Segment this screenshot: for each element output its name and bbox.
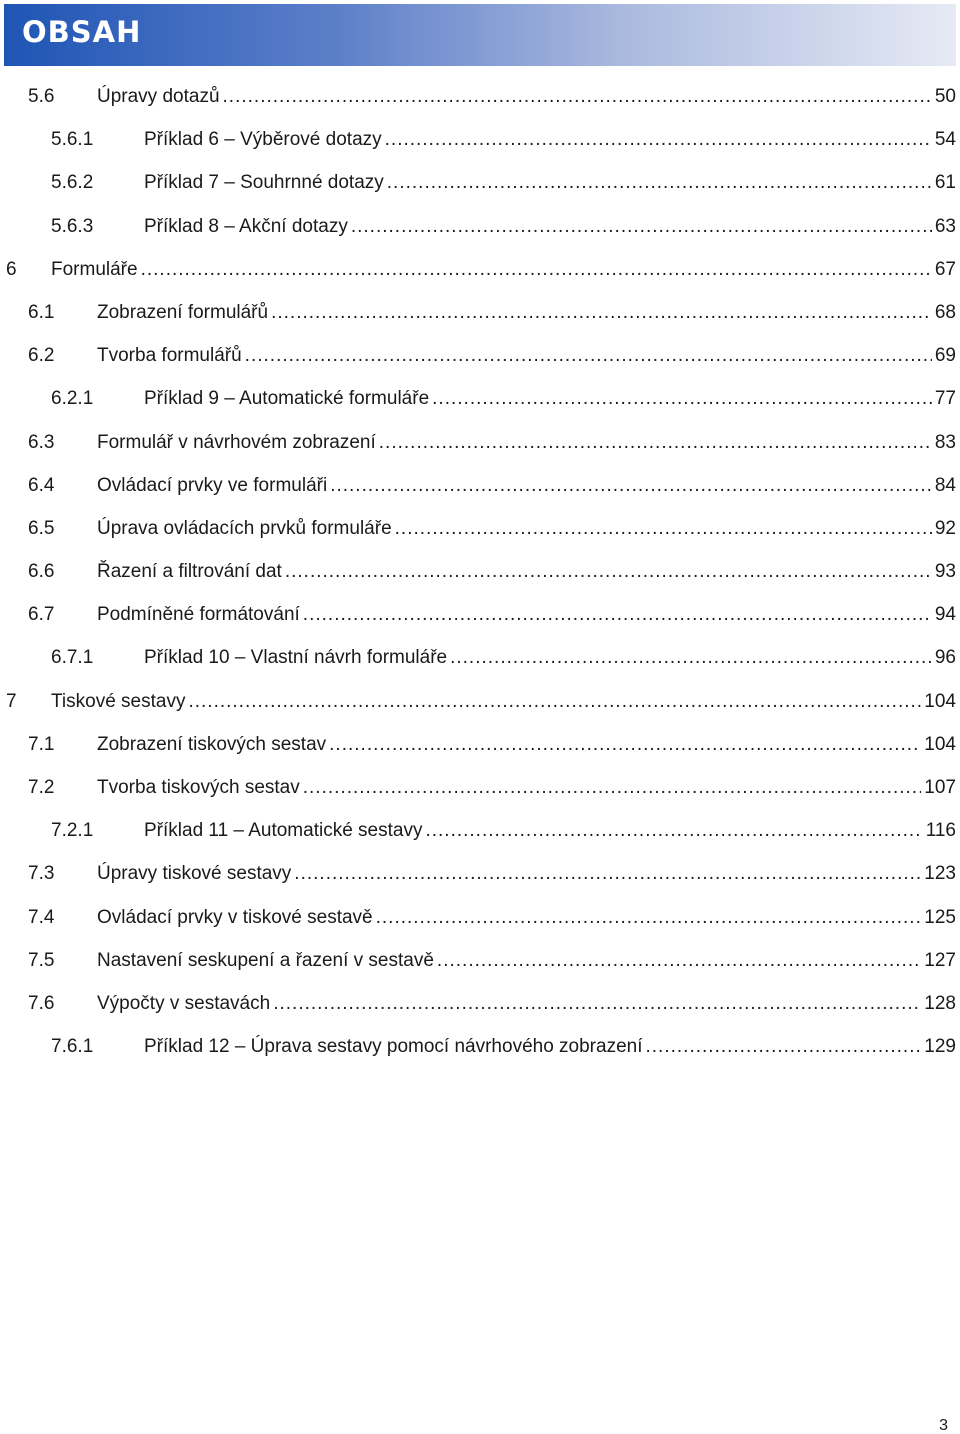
toc-dot-leader xyxy=(379,421,932,464)
toc-entry[interactable] xyxy=(0,291,960,334)
toc-entry[interactable] xyxy=(0,766,960,809)
toc-entry-page: 63 xyxy=(934,215,956,237)
toc-entry-page: 104 xyxy=(924,733,956,755)
toc-entry-number: 5.6.2 xyxy=(51,172,94,194)
toc-entry-title: Podmíněné formátování xyxy=(97,604,300,626)
toc-entry-number: 5.6.3 xyxy=(51,215,94,237)
toc-entry-number: 7.2 xyxy=(28,777,55,798)
toc-entry-page: 128 xyxy=(924,992,956,1014)
toc-entry-number: 6.5 xyxy=(28,517,55,539)
toc-entry-number: 7.6.1 xyxy=(51,1036,94,1058)
toc-entry[interactable] xyxy=(0,377,960,420)
toc-entry-number: 5.6.1 xyxy=(51,129,94,151)
toc-entry-page: 96 xyxy=(934,647,956,669)
toc-entry[interactable] xyxy=(0,550,960,593)
toc-dot-leader xyxy=(330,464,932,507)
toc-entry-title: Příklad 6 – Výběrové dotazy xyxy=(144,129,382,151)
toc-dot-leader xyxy=(329,723,921,766)
toc-entry-page: 69 xyxy=(934,345,956,367)
toc-entry-page: 54 xyxy=(934,129,956,151)
toc-entry-title: Tvorba formulářů xyxy=(97,345,242,367)
header-banner xyxy=(4,4,956,66)
toc-entry-title: Příklad 12 – Úprava sestavy pomocí návrhového zobrazení xyxy=(144,1036,643,1058)
toc-entry-title: Formulář v návrhovém zobrazení xyxy=(97,431,376,453)
toc-entry[interactable] xyxy=(0,1025,960,1068)
toc-entry[interactable] xyxy=(0,161,960,204)
toc-entry-page: 116 xyxy=(925,820,956,842)
toc-entry-number: 6.6 xyxy=(28,561,55,583)
toc-entry-page: 67 xyxy=(934,258,956,280)
toc-dot-leader xyxy=(432,377,932,420)
toc-entry-number: 6.7 xyxy=(28,604,55,626)
toc-entry[interactable] xyxy=(0,896,960,939)
toc-entry-title: Příklad 10 – Vlastní návrh formuláře xyxy=(144,647,448,669)
toc-entry-title: Ovládací prvky v tiskové sestavě xyxy=(97,906,373,928)
toc-entry-page: 123 xyxy=(924,863,956,885)
toc-entry[interactable] xyxy=(0,852,960,895)
toc-entry-title: Tvorba tiskových sestav xyxy=(97,777,300,798)
toc-entry-title: Ovládací prvky ve formuláři xyxy=(97,474,328,496)
toc-entry-title: Řazení a filtrování dat xyxy=(97,561,282,583)
toc-entry-title: Příklad 11 – Automatické sestavy xyxy=(144,820,423,842)
toc-entry-title: Příklad 8 – Akční dotazy xyxy=(144,215,348,237)
toc-entry-title: Příklad 9 – Automatické formuláře xyxy=(144,388,430,410)
toc-dot-leader xyxy=(646,1025,922,1068)
toc-dot-leader xyxy=(303,766,922,809)
toc-entry[interactable] xyxy=(0,939,960,982)
toc-entry-title: Úpravy tiskové sestavy xyxy=(97,863,292,885)
toc-entry-page: 68 xyxy=(934,301,956,323)
toc-entry-number: 6.2.1 xyxy=(51,388,94,410)
toc-entry[interactable] xyxy=(0,118,960,161)
toc-dot-leader xyxy=(271,291,932,334)
toc-dot-leader xyxy=(385,118,932,161)
page-title: OBSAH xyxy=(22,15,142,49)
toc-dot-leader xyxy=(141,248,932,291)
toc-entry-page: 50 xyxy=(934,86,956,107)
toc-entry-page: 92 xyxy=(934,517,956,539)
toc-dot-leader xyxy=(303,593,932,636)
toc-entry[interactable] xyxy=(0,248,960,291)
toc-entry-title: Nastavení seskupení a řazení v sestavě xyxy=(97,949,434,971)
toc-dot-leader xyxy=(376,896,922,939)
toc-entry-number: 6 xyxy=(6,258,17,280)
toc-entry-number: 7.3 xyxy=(28,863,55,885)
toc-entry-number: 6.2 xyxy=(28,345,55,367)
toc-entry-page: 83 xyxy=(934,431,956,453)
table-of-contents xyxy=(0,75,960,1068)
toc-entry[interactable] xyxy=(0,809,960,852)
toc-entry[interactable] xyxy=(0,75,960,118)
toc-entry[interactable] xyxy=(0,421,960,464)
toc-entry-number: 7.5 xyxy=(28,949,55,971)
toc-dot-leader xyxy=(425,809,922,852)
toc-entry[interactable] xyxy=(0,680,960,723)
toc-entry-number: 6.7.1 xyxy=(51,647,94,669)
page-number: 3 xyxy=(939,1417,948,1434)
toc-entry[interactable] xyxy=(0,636,960,679)
toc-entry-title: Příklad 7 – Souhrnné dotazy xyxy=(144,172,384,194)
toc-entry[interactable] xyxy=(0,593,960,636)
toc-dot-leader xyxy=(245,334,932,377)
toc-entry[interactable] xyxy=(0,507,960,550)
toc-entry-title: Výpočty v sestavách xyxy=(97,992,271,1014)
toc-entry-page: 104 xyxy=(924,690,956,712)
toc-entry-page: 127 xyxy=(924,949,956,971)
toc-dot-leader xyxy=(223,75,932,118)
toc-entry-title: Formuláře xyxy=(51,258,138,280)
toc-entry-number: 7.1 xyxy=(28,733,55,755)
toc-entry-number: 7.6 xyxy=(28,992,55,1014)
toc-entry-title: Zobrazení formulářů xyxy=(97,301,269,323)
toc-entry[interactable] xyxy=(0,464,960,507)
toc-entry-page: 61 xyxy=(934,172,956,194)
toc-entry[interactable] xyxy=(0,982,960,1025)
toc-entry-title: Úpravy dotazů xyxy=(97,86,220,107)
toc-entry-title: Úprava ovládacích prvků formuláře xyxy=(97,517,392,539)
toc-entry-page: 94 xyxy=(934,604,956,626)
toc-entry-number: 7.2.1 xyxy=(51,820,94,842)
toc-entry-title: Zobrazení tiskových sestav xyxy=(97,733,327,755)
toc-entry-page: 125 xyxy=(924,906,956,928)
toc-entry-page: 129 xyxy=(924,1036,956,1058)
toc-entry-number: 6.1 xyxy=(28,301,55,323)
toc-entry-title: Tiskové sestavy xyxy=(51,690,186,712)
toc-dot-leader xyxy=(294,852,921,895)
toc-entry-number: 7 xyxy=(6,690,17,712)
toc-dot-leader xyxy=(351,205,932,248)
toc-dot-leader xyxy=(387,161,932,204)
toc-entry-page: 77 xyxy=(934,388,956,410)
toc-entry-number: 6.3 xyxy=(28,431,55,453)
toc-dot-leader xyxy=(273,982,921,1025)
toc-entry-page: 93 xyxy=(934,561,956,583)
toc-entry[interactable] xyxy=(0,723,960,766)
toc-entry[interactable] xyxy=(0,205,960,248)
toc-dot-leader xyxy=(395,507,932,550)
toc-entry-number: 5.6 xyxy=(28,86,55,107)
toc-entry-number: 7.4 xyxy=(28,906,55,928)
toc-dot-leader xyxy=(285,550,932,593)
toc-entry[interactable] xyxy=(0,334,960,377)
toc-entry-number: 6.4 xyxy=(28,474,55,496)
toc-dot-leader xyxy=(450,636,932,679)
toc-entry-page: 84 xyxy=(934,474,956,496)
toc-entry-page: 107 xyxy=(924,777,956,798)
toc-dot-leader xyxy=(188,680,921,723)
toc-dot-leader xyxy=(437,939,921,982)
